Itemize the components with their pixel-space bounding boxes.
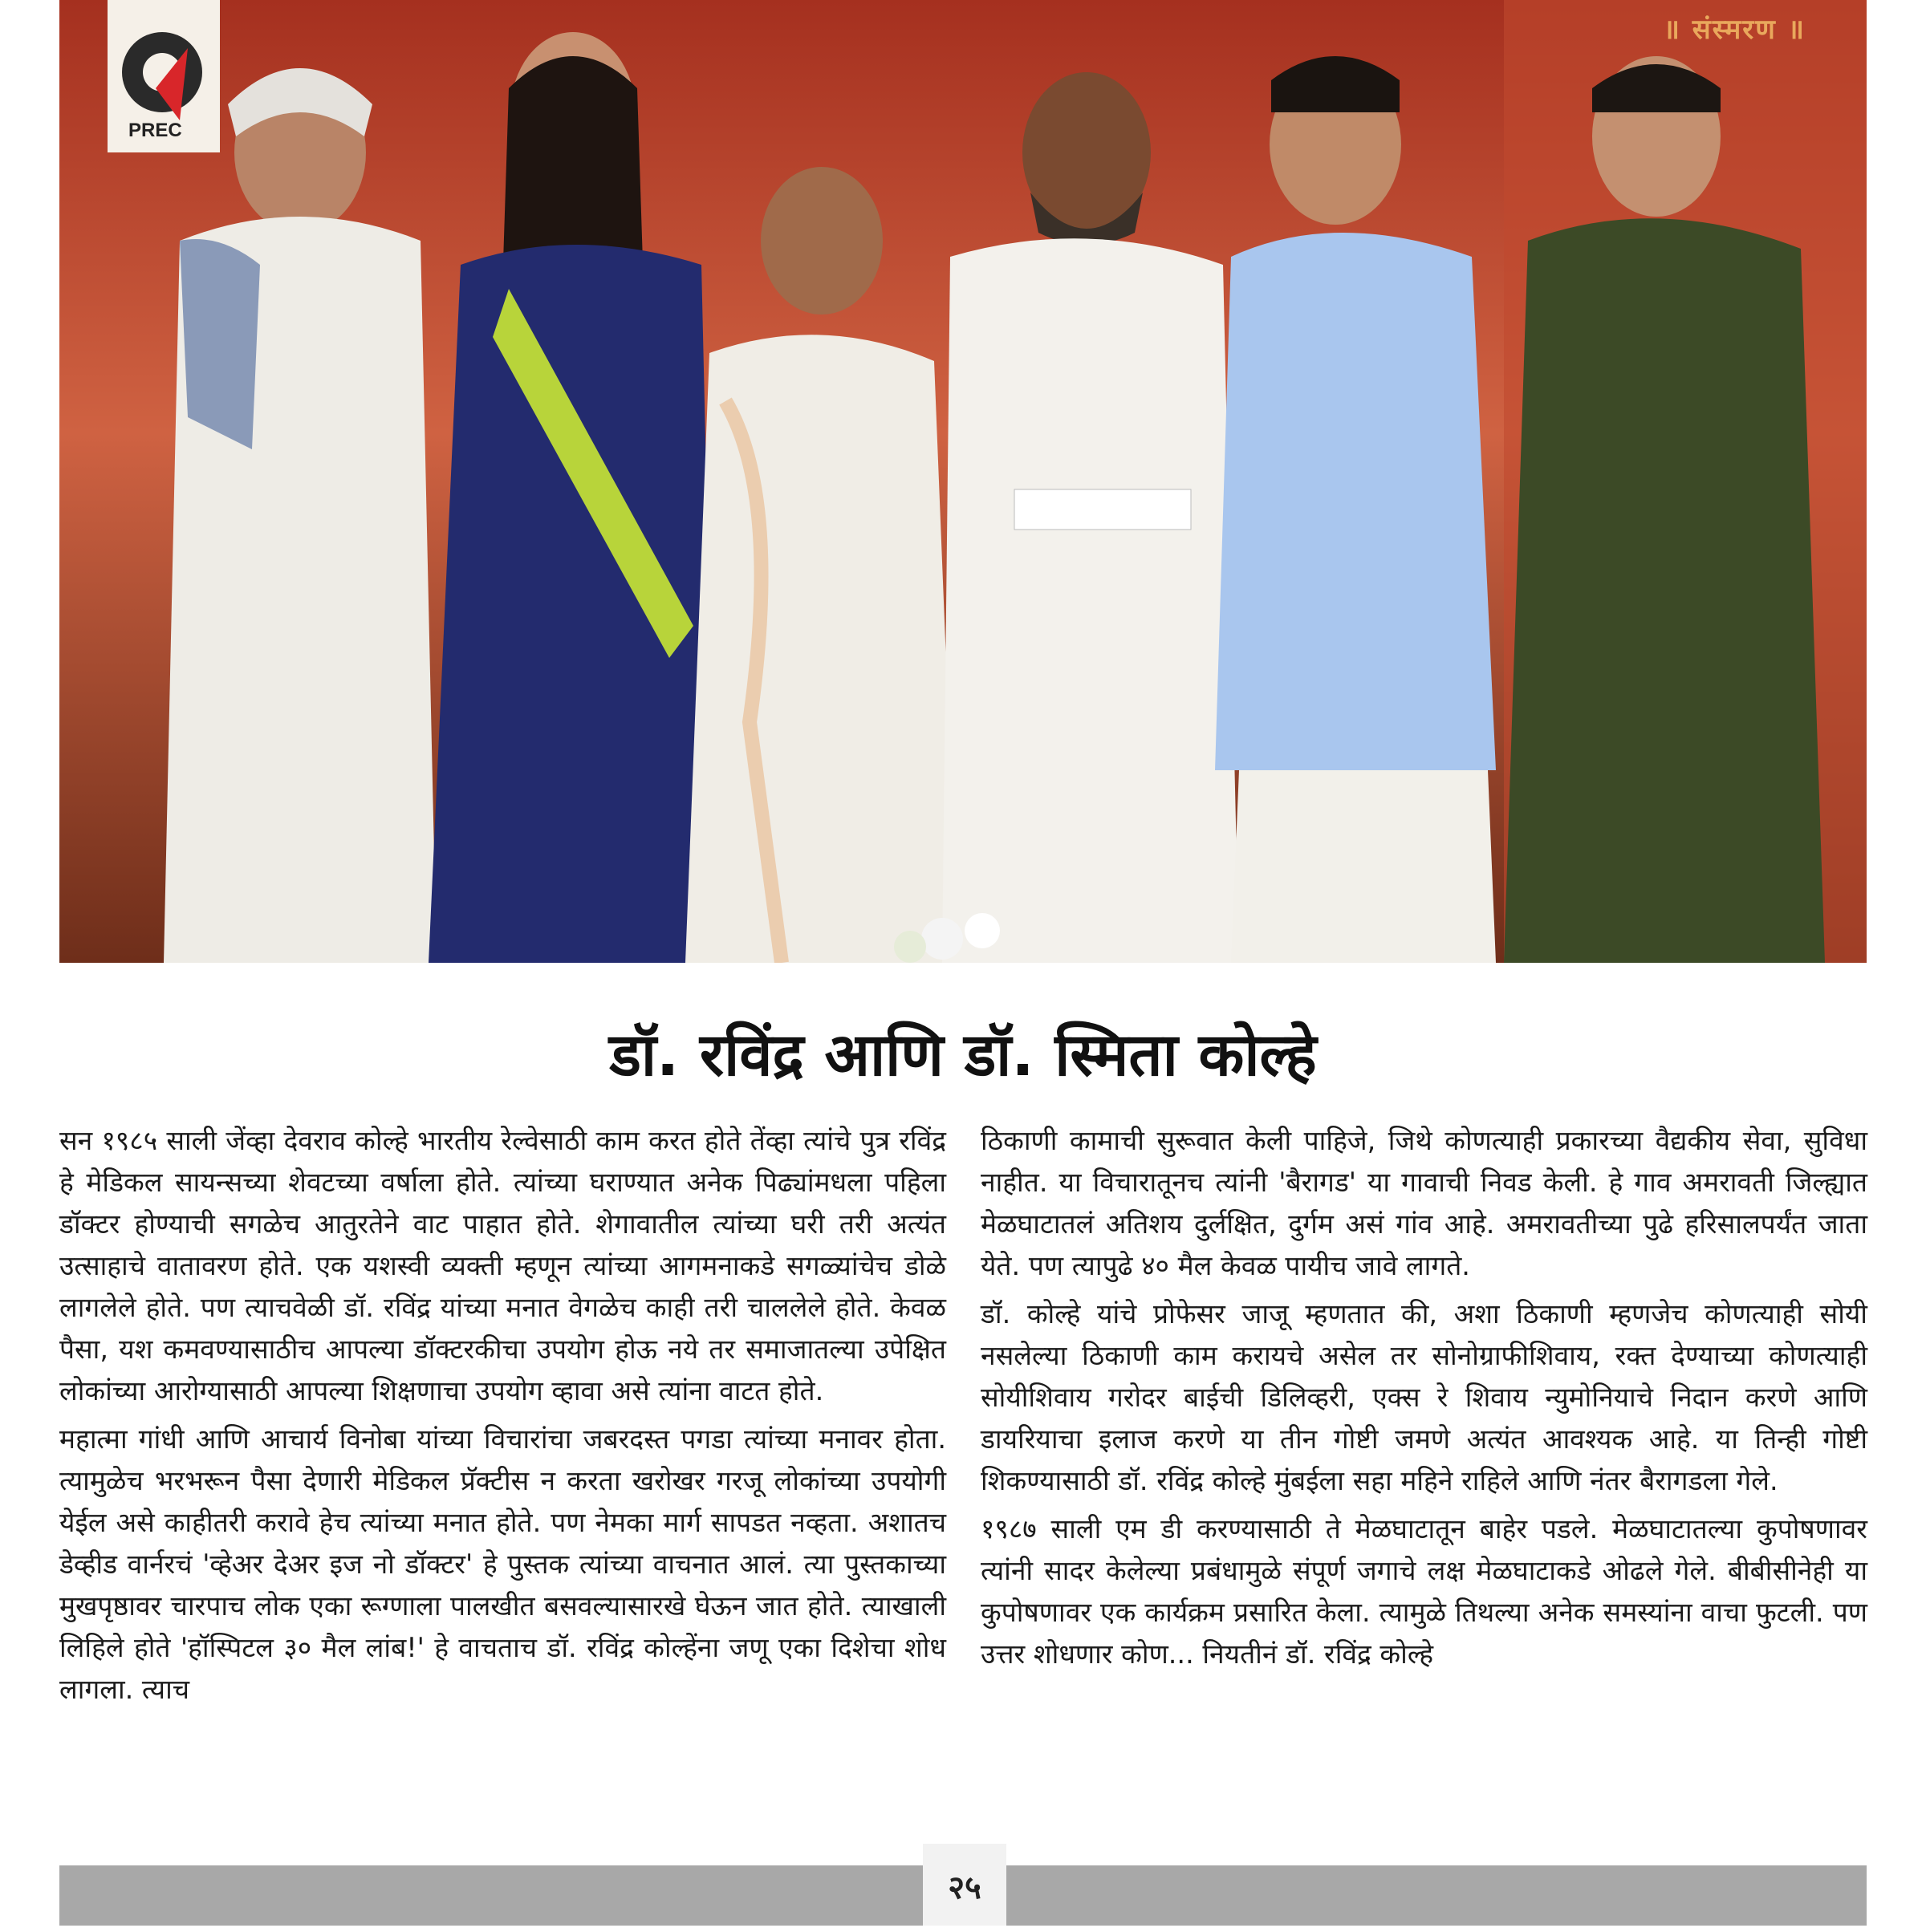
left-column xyxy=(59,1120,946,1717)
paragraph: ठिकाणी कामाची सुरूवात केली पाहिजे, जिथे कोणत्याही प्रकारच्या वैद्यकीय सेवा, सुविधा नाहीत. या विचारातूनच त्यांनी 'बैरागड' या गावाची निवड केली. हे गाव अमरावती जिल्ह्यात मेळघाटातलं अतिशय दुर्लक्षित, दुर्गम असं गांव आहे. अमरावतीच्या पुढे हरिसालपर्यंत जाता येते. पण त्यापुढे ४० मैल केवळ पायीच जावे लागते. xyxy=(981,1125,1867,1281)
paragraph: सन १९८५ साली जेंव्हा देवराव कोल्हे भारतीय रेल्वेसाठी काम करत होते तेंव्हा त्यांचे पुत्र रविंद्र हे मेडिकल सायन्सच्या शेवटच्या वर्षाला होते. त्यांच्या घराण्यात अनेक पिढ्यांमधला पहिला डॉक्टर होण्याची सगळेच आतुरतेने वाट पाहात होते. शेगावातील त्यांच्या घरी तरी अत्यंत उत्साहाचे वातावरण होते. एक यशस्वी व्यक्ती म्हणून त्यांच्या आगमनाकडे सगळ्यांचेच डोळे लागलेले होते. पण त्याचवेळी डॉ. रविंद्र यांच्या मनात वेगळेच काही तरी चाललेले होते. केवळ पैसा, यश कमवण्यासाठीच आपल्या डॉक्टरकीचा उपयोग होऊ नये तर समाजातल्या उपेक्षित लोकांच्या आरोग्यासाठी आपल्या शिक्षणाचा उपयोग व्हावा असे त्यांना वाटत होते. xyxy=(59,1125,946,1406)
paragraph: डॉ. कोल्हे यांचे प्रोफेसर जाजू म्हणतात की, अशा ठिकाणी म्हणजेच कोणत्याही सोयी नसलेल्या ठिकाणी काम करायचे असेल तर सोनोग्राफीशिवाय, रक्त देण्याच्या कोणत्याही सोयीशिवाय गरोदर बाईची डिलिव्हरी, एक्स रे शिवाय न्युमोनियाचे निदान करणे आणि डायरियाचा इलाज करणे या तीन गोष्टी जमणे अत्यंत आवश्यक आहे. या तिन्ही गोष्टी शिकण्यासाठी डॉ. रविंद्र कोल्हे मुंबईला सहा महिने राहिले आणि नंतर बैरागडला गेले. xyxy=(981,1298,1867,1496)
article-title: डॉ. रविंद्र आणि डॉ. स्मिता कोल्हे xyxy=(609,1021,1317,1090)
award-ceremony-photo xyxy=(59,0,1867,963)
section-tag: ॥ संस्मरण ॥ xyxy=(1663,14,1806,46)
right-column xyxy=(981,1120,1867,1682)
page-number: २५ xyxy=(923,1844,1006,1926)
sponsor-logo xyxy=(108,0,220,152)
photo-illustration xyxy=(59,0,1867,963)
paragraph: १९८७ साली एम डी करण्यासाठी ते मेळघाटातून बाहेर पडले. मेळघाटातल्या कुपोषणावर त्यांनी सादर केलेल्या प्रबंधामुळे संपूर्ण जगाचे लक्ष मेळघाटाकडे ओढले गेले. बीबीसीनेही या कुपोषणावर एक कार्यक्रम प्रसारित केला. त्यामुळे तिथल्या अनेक समस्यांना वाचा फुटली. पण उत्तर शोधणार कोण... नियतीनं डॉ. रविंद्र कोल्हे xyxy=(981,1513,1867,1670)
logo-text: PREC xyxy=(128,120,182,141)
paragraph: महात्मा गांधी आणि आचार्य विनोबा यांच्या विचारांचा जबरदस्त पगडा त्यांच्या मनावर होता. त्यामुळेच भरभरून पैसा देणारी मेडिकल प्रॅक्टीस न करता खरोखर गरजू लोकांच्या उपयोगी येईल असे काहीतरी करावे हेच त्यांच्या मनात होते. पण नेमका मार्ग सापडत नव्हता. अशातच डेव्हीड वार्नरचं 'व्हेअर देअर इज नो डॉक्टर' हे पुस्तक त्यांच्या वाचनात आलं. त्या पुस्तकाच्या मुखपृष्ठावर चारपाच लोक एका रूग्णाला पालखीत बसवल्यासारखे घेऊन जात होते. त्याखाली लिहिले होते 'हॉस्पिटल ३० मैल लांब!' हे वाचताच डॉ. रविंद्र कोल्हेंना जणू एका दिशेचा शोध लागला. त्याच xyxy=(59,1423,946,1705)
